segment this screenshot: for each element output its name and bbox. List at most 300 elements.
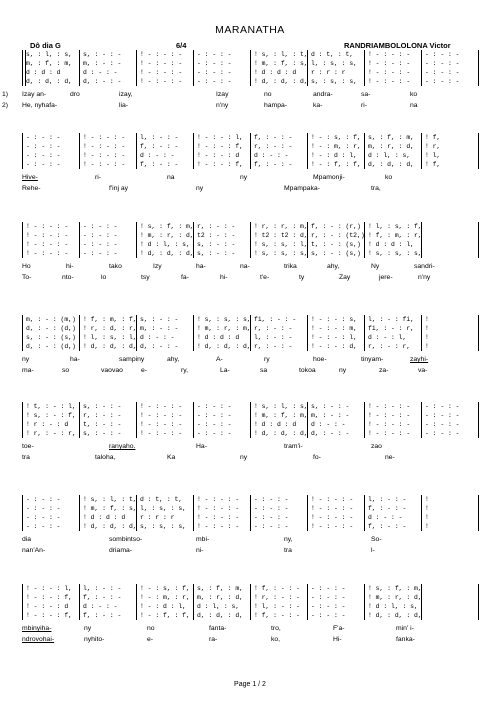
note-group: ! - : - : - — [140, 51, 183, 58]
note-group: - : - : - — [26, 523, 61, 530]
note-group: - : - : - — [26, 161, 61, 168]
note-group: - : - : - — [197, 60, 232, 67]
lyric-line — [22, 172, 478, 183]
lyric-syllable: Rehe- — [22, 185, 41, 192]
lyric-syllable: Izay an- — [22, 91, 47, 98]
voice-row — [22, 133, 478, 142]
lyric-syllable: hi- — [66, 263, 74, 270]
note-group: ! d : d : d — [254, 421, 297, 428]
note-group: ! s, : l, : t, — [83, 496, 137, 503]
lyric-syllable: so — [62, 367, 70, 374]
voice-row — [22, 402, 478, 411]
lyric-syllable: ny — [240, 454, 248, 461]
lyric-syllable: ry — [264, 356, 270, 363]
note-group: r, : - : - — [254, 143, 293, 150]
note-group: ! m, : f, : s, — [254, 60, 308, 67]
note-group: ! - : - : - — [140, 60, 183, 67]
note-group: f, : - : - — [368, 523, 407, 530]
note-group: ! - : s, : f, — [311, 134, 361, 141]
note-group: s, : - : - — [311, 403, 350, 410]
note-group: ! m, : f, : s, — [83, 505, 137, 512]
voice-row — [22, 222, 478, 231]
voice-row — [22, 584, 478, 593]
lyric-syllable: Ho — [22, 263, 31, 270]
lyric-syllable: ny — [84, 625, 92, 632]
note-group: ! - : d : l, — [140, 603, 187, 610]
note-group: ! s, : l, : s, — [254, 403, 308, 410]
note-group: ! - : - : d — [26, 603, 69, 610]
note-group: ! - : - : - — [368, 60, 411, 67]
note-group: ! - : - : d — [197, 152, 240, 159]
lyric-syllable: ri- — [361, 102, 368, 109]
lyric-syllable: tra — [22, 454, 30, 461]
lyric-syllable: na — [167, 174, 175, 181]
note-group: ! - : - : - — [368, 69, 411, 76]
note-group: - : - : - — [311, 612, 346, 619]
note-group: ! - : - : - — [311, 496, 354, 503]
note-group: ! d : d : d — [83, 514, 126, 521]
note-group: t, : - : - — [83, 421, 122, 428]
note-group: r, : - : - — [254, 325, 293, 332]
note-group: ! d : d : d — [254, 69, 297, 76]
note-group: ! - : f, : f, — [311, 161, 361, 168]
score-system — [2, 50, 478, 111]
note-group: ! d : l, : s, — [368, 603, 418, 610]
lyric-syllable: ny — [22, 356, 30, 363]
lyric-syllable: ranyaho. — [109, 443, 136, 450]
note-group: ! - : - : m, — [311, 325, 358, 332]
lyric-syllable: nto- — [62, 274, 74, 281]
lyric-line — [22, 623, 478, 634]
lyric-syllable: mbi- — [196, 536, 210, 543]
note-group: ! l, — [425, 152, 441, 159]
score-system — [22, 495, 478, 556]
note-group: ! l, : - : - — [254, 603, 301, 610]
note-group: - : - : - — [425, 51, 460, 58]
voice-row — [22, 315, 478, 324]
lyric-syllable: hampa- — [264, 102, 288, 109]
note-group: ! — [425, 343, 429, 350]
lyric-syllable: n'ny — [418, 274, 431, 281]
lyric-line — [22, 272, 478, 283]
note-group: d : - : - — [254, 152, 289, 159]
note-group: ! f, : - : - — [254, 585, 301, 592]
note-group: ! s, : s, : s, — [368, 250, 422, 257]
lyric-syllable: tokoa — [299, 367, 316, 374]
note-group: ! - : d : l, — [311, 152, 358, 159]
note-group: f, : - : (r,) — [311, 223, 361, 230]
note-group: d : - : - — [140, 152, 175, 159]
note-group: r, : - : - — [197, 223, 236, 230]
note-group: d, : d, : d, — [368, 161, 415, 168]
note-group: - : - : - — [425, 69, 460, 76]
lyric-syllable: ko — [385, 174, 393, 181]
note-group: ! - : - : f, — [197, 161, 244, 168]
lyric-syllable: ma- — [22, 367, 34, 374]
note-group: r, : - : (t2,) — [311, 232, 365, 239]
lyric-line — [22, 354, 478, 365]
voice-row — [22, 429, 478, 438]
note-group: d : - : - — [368, 514, 403, 521]
lyric-syllable: fanka- — [396, 636, 415, 643]
lyric-syllable: ko, — [271, 636, 281, 643]
note-group: ! — [425, 505, 429, 512]
lyric-syllable: Ka — [167, 454, 176, 461]
note-group: d, : d, : d, — [197, 612, 244, 619]
barline — [478, 315, 479, 351]
lyric-syllable: Izay — [216, 91, 229, 98]
lyric-syllable: n'ny — [216, 102, 229, 109]
note-group: s, : s, : s, — [140, 523, 187, 530]
lyric-syllable: Mpamonji- — [313, 174, 345, 181]
staff — [22, 402, 478, 438]
lyric-syllable: ry, — [181, 367, 189, 374]
note-group: ! f, : m, : r, — [368, 232, 422, 239]
lyric-syllable: Ha- — [196, 443, 207, 450]
lyric-syllable: sandri- — [414, 263, 435, 270]
note-group: l, : - : - — [368, 496, 407, 503]
voice-row — [22, 249, 478, 258]
note-group: f, : - : - — [83, 612, 122, 619]
lyric-syllable: tram'i- — [284, 443, 303, 450]
note-group: d, : - : (d,) — [26, 343, 76, 350]
note-group: ! s, : f, : m, — [140, 223, 194, 230]
note-group: t, : - : (s,) — [311, 241, 361, 248]
lyric-syllable: vaovao — [101, 367, 123, 374]
voice-row — [22, 593, 478, 602]
lyric-syllable: ahy, — [167, 356, 180, 363]
note-group: f, : - : - — [140, 161, 179, 168]
note-group: ! r, : - : - — [254, 594, 301, 601]
lyric-syllable: ko — [410, 91, 418, 98]
note-group: ! - : - : l, — [311, 334, 358, 341]
key-signature: Dô dia G — [30, 41, 61, 50]
lyric-syllable: Izy — [153, 263, 162, 270]
lyric-syllable: no — [147, 625, 155, 632]
lyric-syllable: ny — [196, 185, 204, 192]
note-group: ! - : - : d, — [311, 343, 358, 350]
lyric-syllable: nan'An- — [22, 547, 46, 554]
voice-row — [22, 50, 478, 59]
voice-row — [22, 333, 478, 342]
note-group: d : l, : s, — [368, 152, 411, 159]
note-group: d : t, : t, — [311, 51, 354, 58]
note-group: m, : r, : d, — [197, 594, 244, 601]
page-number: Page 1 / 2 — [234, 681, 266, 688]
lyric-syllable: lo — [101, 274, 107, 281]
note-group: l, : - : - — [83, 585, 122, 592]
note-group: l, : - : - — [140, 134, 179, 141]
lyric-line — [22, 261, 478, 272]
note-group: - : - : - — [197, 421, 232, 428]
barline — [478, 495, 479, 531]
note-group: s, : - : (s,) — [26, 334, 76, 341]
lyric-syllable: driama- — [109, 547, 133, 554]
note-group: f, : - : - — [368, 505, 407, 512]
voice-row — [22, 495, 478, 504]
note-group: ! - : s, : f, — [140, 585, 190, 592]
note-group: ! - : - : - — [368, 421, 411, 428]
note-group: d, : - : - — [311, 430, 350, 437]
lyric-syllable: sa — [260, 367, 268, 374]
note-group: l, : - : fi, — [368, 316, 415, 323]
voice-row — [22, 77, 478, 86]
voice-row — [22, 411, 478, 420]
lyric-syllable: sombintso- — [109, 536, 143, 543]
note-group: ! - : - : - — [140, 78, 183, 85]
voice-row — [22, 59, 478, 68]
lyric-syllable: ne- — [385, 454, 395, 461]
lyric-syllable: e- — [147, 636, 154, 643]
lyric-syllable: mbinyiha- — [22, 625, 52, 632]
note-group: - : - : - — [26, 152, 61, 159]
note-group: ! - : - : - — [83, 152, 126, 159]
lyric-syllable: F'a- — [333, 625, 345, 632]
note-group: ! r : - : d — [26, 421, 69, 428]
note-group: - : - : - — [83, 223, 118, 230]
lyric-line — [22, 634, 478, 645]
note-group: ! s, : s, : l, — [254, 241, 308, 248]
note-group: m, : f, : m, — [26, 60, 73, 67]
score-system — [22, 584, 478, 645]
note-group: ! - : - : - — [140, 421, 183, 428]
note-group: f, : - : - — [254, 134, 293, 141]
note-group: ! d : l, : s, — [140, 241, 190, 248]
note-group: r : r : r — [311, 69, 346, 76]
note-group: - : - : - — [254, 496, 289, 503]
lyric-syllable: na — [410, 102, 418, 109]
note-group: s, : - : - — [83, 403, 122, 410]
note-group: ! - : - : f, — [26, 594, 73, 601]
note-group: ! - : - : - — [197, 496, 240, 503]
note-group: s, : f, : m, — [368, 134, 415, 141]
lyric-syllable: zayhi- — [410, 356, 429, 363]
note-group: ! — [425, 523, 429, 530]
note-group: ! l, : s, : f, — [368, 223, 422, 230]
note-group: f, : - : - — [254, 161, 293, 168]
note-group: ! d : d : l, — [368, 241, 415, 248]
note-group: ! — [425, 496, 429, 503]
lyric-line — [22, 534, 478, 545]
lyric-syllable: tako — [109, 263, 122, 270]
note-group: - : - : - — [26, 496, 61, 503]
note-group: d, : - : (d,) — [26, 325, 76, 332]
voice-row — [22, 68, 478, 77]
note-group: ! l, : s, : l, — [83, 334, 137, 341]
note-group: ! - : - : - — [140, 430, 183, 437]
note-group: - : - : - — [425, 421, 460, 428]
voice-row — [22, 513, 478, 522]
note-group: - : - : - — [254, 505, 289, 512]
note-group: ! d, : d, : d, — [140, 250, 194, 257]
note-group: f, : - : - — [140, 143, 179, 150]
voice-row — [22, 142, 478, 151]
note-group: ! s, : s, : s, — [197, 316, 251, 323]
note-group: m, : - : (m,) — [26, 316, 76, 323]
note-group: - : - : - — [83, 232, 118, 239]
note-group: ! s, : l, : t, — [254, 51, 308, 58]
lyric-syllable: dia — [22, 536, 32, 543]
lyric-syllable: Ny — [371, 263, 380, 270]
lyric-line — [22, 365, 478, 376]
note-group: d : - : - — [311, 421, 346, 428]
voice-row — [22, 522, 478, 531]
lyric-syllable: A- — [216, 356, 223, 363]
note-group: ! — [425, 334, 429, 341]
note-group: ! s, : s, : s, — [254, 250, 308, 257]
note-group: ! m, : r, : m, — [197, 325, 251, 332]
staff — [22, 133, 478, 169]
note-group: s, : - : - — [140, 316, 179, 323]
note-group: ! - : - : - — [311, 514, 354, 521]
note-group: d : - : - — [140, 334, 175, 341]
note-group: ! — [425, 325, 429, 332]
note-group: s, : - : (s,) — [311, 250, 361, 257]
lyric-syllable: fanta- — [209, 625, 227, 632]
score-system — [22, 402, 478, 463]
note-group: ! t2 : t2 : d, — [254, 232, 308, 239]
voice-row — [22, 342, 478, 351]
note-group: - : - : - — [26, 514, 61, 521]
note-group: d, : - : - — [140, 343, 179, 350]
lyric-syllable: La- — [220, 367, 230, 374]
note-group: ! - : - : - — [26, 250, 69, 257]
note-group: ! - : m, : r, — [140, 594, 190, 601]
note-group: ! t, : - : l, — [26, 403, 76, 410]
barline — [478, 402, 479, 438]
note-group: ! - : - : - — [368, 430, 411, 437]
note-group: ! - : - : s, — [311, 316, 358, 323]
note-group: ! - : f, : f, — [140, 612, 190, 619]
note-group: ! - : - : l, — [26, 585, 73, 592]
lyric-syllable: Mpampaka- — [284, 185, 320, 192]
note-group: - : - : - — [311, 603, 346, 610]
voice-row — [22, 151, 478, 160]
lyric-syllable: ny — [240, 174, 248, 181]
note-group: s, : f, : m, — [197, 585, 244, 592]
note-group: ! - : - : f, — [26, 612, 73, 619]
note-group: d, : d, : d, — [26, 78, 73, 85]
lyric-syllable: jere- — [379, 274, 393, 281]
lyric-syllable: l- — [371, 547, 375, 554]
lyric-line — [22, 452, 478, 463]
note-group: s, : l, : s, — [26, 51, 73, 58]
note-group: ! - : - : - — [140, 69, 183, 76]
score-system — [22, 222, 478, 283]
lyric-syllable: toe- — [22, 443, 34, 450]
note-group: d : - : - — [83, 69, 118, 76]
lyric-syllable: hoe- — [313, 356, 327, 363]
note-group: ! d, : d, : d, — [254, 78, 308, 85]
note-group: d : t, : t, — [140, 496, 183, 503]
note-group: ! r, : d, : r, — [83, 325, 137, 332]
lyric-syllable: tra — [284, 547, 292, 554]
lyric-syllable: ny — [339, 367, 347, 374]
note-group: s, : - : - — [83, 430, 122, 437]
voice-row — [22, 324, 478, 333]
note-group: - : - : - — [197, 51, 232, 58]
note-group: - : - : - — [425, 403, 460, 410]
voice-row — [22, 420, 478, 429]
note-group: ! - : - : - — [368, 412, 411, 419]
lyric-syllable: ny, — [284, 536, 293, 543]
note-group: ! r, : - : r, — [26, 430, 76, 437]
barline — [478, 222, 479, 258]
lyric-syllable: va- — [418, 367, 428, 374]
note-group: ! d, : d, : d, — [83, 343, 137, 350]
note-group: s, : s, : s, — [311, 78, 358, 85]
voice-row — [22, 602, 478, 611]
note-group: s, : - : - — [197, 241, 236, 248]
note-group: - : - : - — [311, 585, 346, 592]
lyric-syllable: ri- — [95, 174, 102, 181]
note-group: ! - : - : - — [368, 51, 411, 58]
lyric-syllable: Hi- — [333, 636, 342, 643]
note-group: l, : - : - — [254, 334, 293, 341]
lyric-syllable: no — [264, 91, 272, 98]
lyric-syllable: trika — [284, 263, 297, 270]
lyric-syllable: ka- — [313, 102, 323, 109]
lyric-syllable: sa- — [361, 91, 371, 98]
note-group: ! r, : r, : m, — [254, 223, 308, 230]
lyric-syllable: sampiny — [119, 356, 145, 363]
lyric-syllable: fa- — [181, 274, 189, 281]
note-group: m, : - : - — [140, 325, 179, 332]
note-group: ! d, : d, : d, — [197, 343, 251, 350]
note-group: ! - : - : - — [311, 523, 354, 530]
note-group: ! - : - : - — [26, 241, 69, 248]
barline — [478, 50, 479, 86]
note-group: d : d : d — [26, 69, 61, 76]
staff — [22, 50, 478, 86]
note-group: - : - : - — [197, 430, 232, 437]
note-group: m, : - : - — [83, 60, 122, 67]
note-group: ! - : - : - — [140, 412, 183, 419]
lyric-syllable: lia- — [119, 102, 129, 109]
note-group: - : - : - — [197, 78, 232, 85]
note-group: - : - : - — [197, 69, 232, 76]
note-group: - : - : - — [254, 523, 289, 530]
note-group: r, : - : - — [254, 343, 293, 350]
note-group: - : - : - — [197, 412, 232, 419]
lyric-syllable: f'inj ay — [109, 185, 129, 192]
note-group: ! s, : f, : m, — [368, 585, 422, 592]
note-group: - : - : - — [83, 241, 118, 248]
note-group: - : - : - — [26, 143, 61, 150]
lyric-syllable: min' i- — [396, 625, 414, 632]
note-group: - : - : - — [197, 403, 232, 410]
lyric-line — [2, 89, 478, 100]
note-group: - : - : - — [311, 594, 346, 601]
note-group: ! - : - : - — [197, 514, 240, 521]
note-group: ! r, — [425, 143, 441, 150]
lyric-syllable: izay, — [119, 91, 133, 98]
note-group: - : - : - — [83, 250, 118, 257]
note-group: ! - : - : f, — [197, 143, 244, 150]
note-group: ! - : - : - — [197, 523, 240, 530]
staff — [22, 222, 478, 258]
lyric-syllable: ra- — [209, 636, 218, 643]
note-group: fi, : - : - — [254, 316, 297, 323]
note-group: fi, : - : r, — [368, 325, 415, 332]
note-group: - : - : - — [425, 430, 460, 437]
lyric-syllable: Hive- — [22, 174, 38, 181]
barline — [478, 584, 479, 620]
staff — [22, 584, 478, 620]
lyric-line — [22, 183, 478, 194]
note-group: ! f, — [425, 134, 441, 141]
lyric-syllable: taloha, — [95, 454, 116, 461]
